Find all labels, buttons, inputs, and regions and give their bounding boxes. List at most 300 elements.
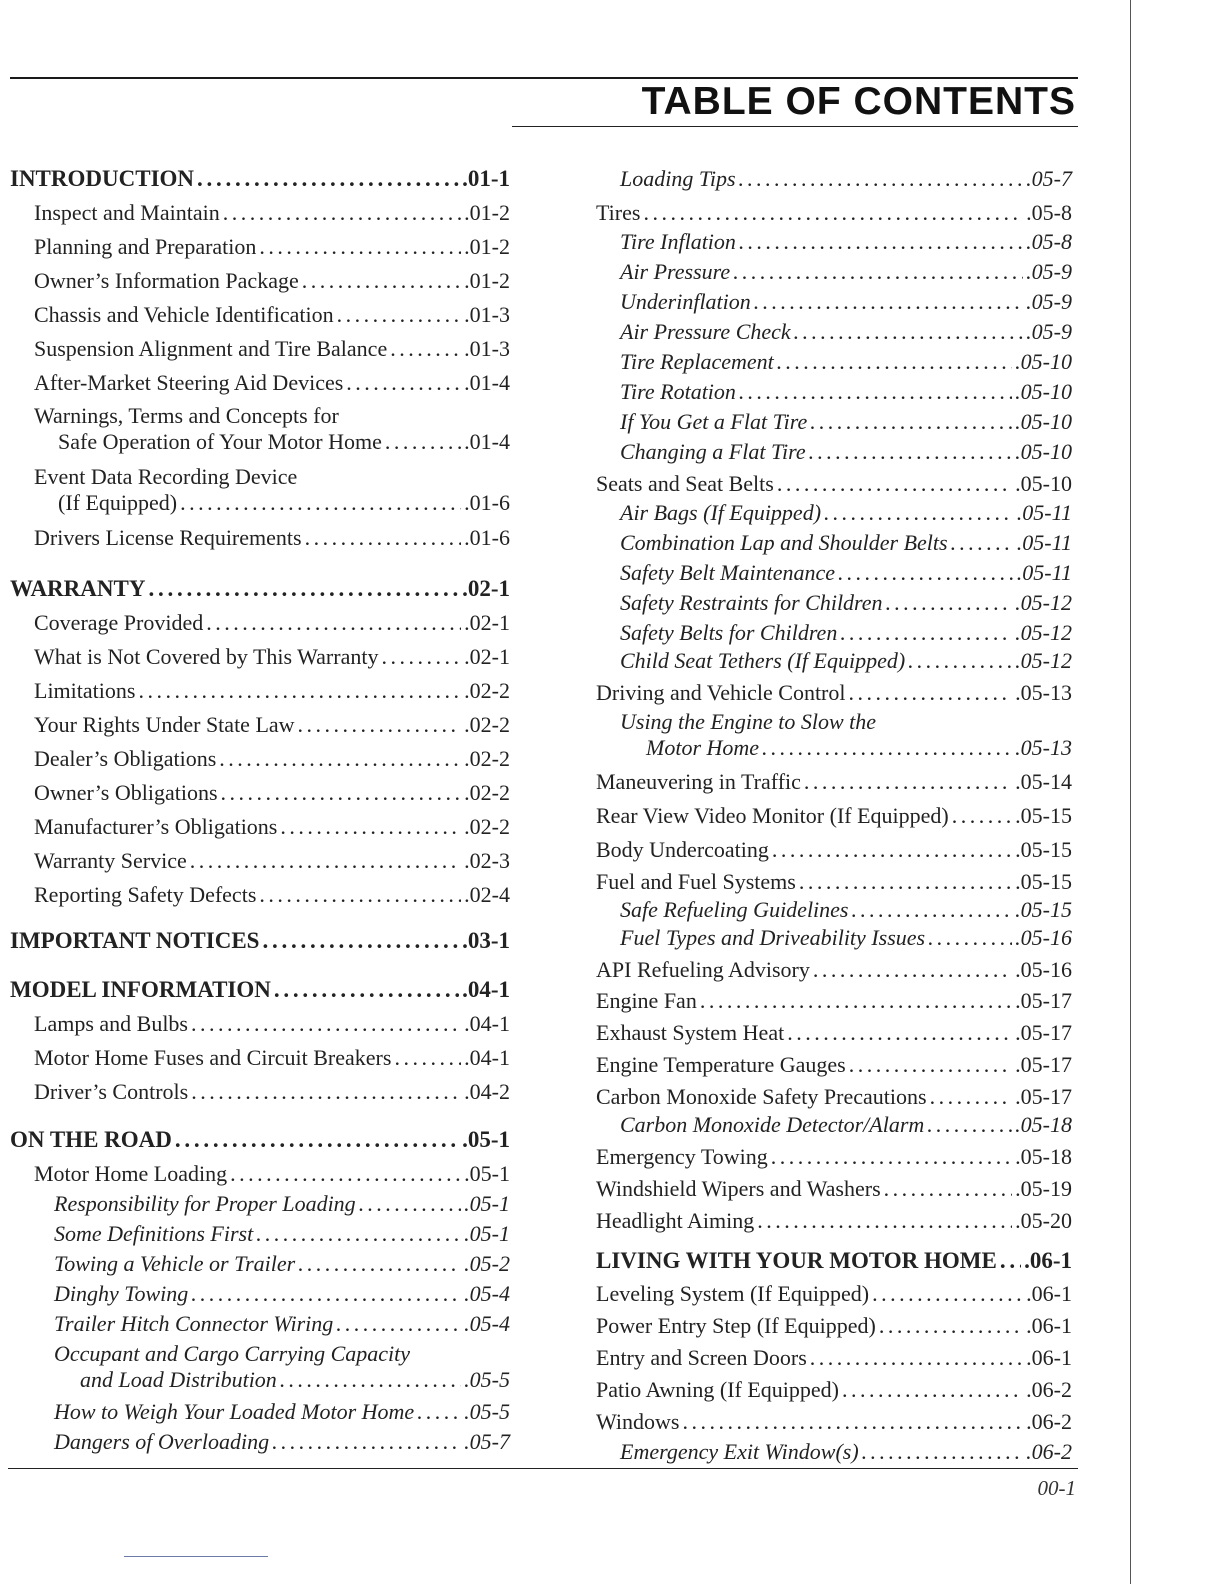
toc-entry — [596, 620, 1072, 646]
toc-entry-label: Owner’s Obligations — [34, 780, 218, 805]
dot-leader — [259, 234, 461, 260]
toc-entry-page: .06-1 — [1026, 1281, 1072, 1306]
toc-entry — [596, 1020, 1072, 1046]
toc-entry-page: .05-9 — [1026, 259, 1072, 284]
toc-entry-page: .05-18 — [1015, 1144, 1072, 1169]
dot-leader — [280, 1367, 461, 1393]
toc-entry-label: Tire Replacement — [620, 349, 774, 374]
toc-entry — [596, 530, 1072, 556]
dot-leader — [298, 1251, 461, 1277]
toc-entry-page: .04-1 — [464, 1011, 510, 1036]
toc-entry-label: Warnings, Terms and Concepts for — [34, 403, 339, 428]
toc-entry — [596, 439, 1072, 465]
toc-entry — [10, 814, 510, 840]
toc-entry-page: .02-2 — [464, 712, 510, 737]
dot-leader — [930, 1084, 1013, 1110]
toc-entry-label-continued: Safe Operation of Your Motor Home — [58, 429, 382, 454]
dot-leader — [138, 678, 461, 704]
toc-entry-page: .05-13 — [1015, 735, 1072, 760]
toc-entry-page: .01-4 — [464, 370, 510, 395]
toc-entry — [10, 1045, 510, 1071]
toc-entry-page: .01-3 — [464, 336, 510, 361]
dot-leader — [394, 1045, 461, 1071]
toc-entry-label: Owner’s Information Package — [34, 268, 299, 293]
bottom-rule — [8, 1468, 1078, 1469]
toc-entry-label: INTRODUCTION — [10, 166, 195, 191]
toc-entry — [596, 1176, 1072, 1202]
toc-entry — [10, 644, 510, 670]
toc-entry — [10, 1251, 510, 1277]
dot-leader — [952, 803, 1012, 829]
toc-entry-label: IMPORTANT NOTICES — [10, 928, 260, 953]
toc-entry-label: Trailer Hitch Connector Wiring — [54, 1311, 334, 1336]
toc-entry — [596, 166, 1072, 192]
toc-entry-page: .02-3 — [464, 848, 510, 873]
toc-entry-page: .05-8 — [1026, 200, 1072, 225]
toc-entry-page: .01-2 — [464, 200, 510, 225]
toc-entry-label: WARRANTY — [10, 576, 146, 601]
toc-entry-page: .05-17 — [1015, 988, 1072, 1013]
toc-entry-page: .01-2 — [464, 234, 510, 259]
toc-entry — [596, 1144, 1072, 1170]
toc-entry-page: .02-2 — [464, 678, 510, 703]
toc-entry-label: Rear View Video Monitor (If Equipped) — [596, 803, 949, 828]
dot-leader — [262, 928, 459, 954]
dot-leader — [928, 925, 1012, 951]
margin-line — [1130, 0, 1131, 1584]
dot-leader — [381, 644, 461, 670]
toc-entry — [10, 1341, 510, 1393]
toc-entry-label: Safety Belts for Children — [620, 620, 838, 645]
toc-entry — [596, 1409, 1072, 1435]
toc-entry-label: Entry and Screen Doors — [596, 1345, 807, 1370]
toc-entry-page: .05-14 — [1015, 769, 1072, 794]
dot-leader — [813, 957, 1012, 983]
toc-entry-page: .05-8 — [1026, 229, 1072, 254]
toc-entry-label: Engine Temperature Gauges — [596, 1052, 846, 1077]
dot-leader — [336, 1311, 461, 1337]
dot-leader — [849, 1052, 1012, 1078]
dot-leader — [256, 1221, 461, 1247]
toc-entry-page: .05-2 — [464, 1251, 510, 1276]
toc-entry-page: .05-13 — [1015, 680, 1072, 705]
dot-leader — [757, 1208, 1012, 1234]
toc-entry-page: .06-2 — [1026, 1409, 1072, 1434]
toc-entry-label: Loading Tips — [620, 166, 736, 191]
toc-entry-label: ON THE ROAD — [10, 1127, 172, 1152]
dot-leader — [305, 525, 462, 551]
toc-entry — [596, 897, 1072, 923]
toc-entry — [10, 678, 510, 704]
toc-entry — [10, 848, 510, 874]
toc-entry-page: .05-17 — [1015, 1052, 1072, 1077]
toc-entry — [10, 464, 510, 516]
toc-entry-label: Safety Belt Maintenance — [620, 560, 836, 585]
toc-entry-label: Patio Awning (If Equipped) — [596, 1377, 839, 1402]
dot-leader — [849, 680, 1013, 706]
toc-entry-page: .06-1 — [1026, 1345, 1072, 1370]
toc-entry-label: Carbon Monoxide Detector/Alarm — [620, 1112, 925, 1137]
toc-entry-page: .01-3 — [464, 302, 510, 327]
dot-leader — [643, 200, 1023, 226]
toc-entry — [596, 289, 1072, 315]
toc-entry — [596, 988, 1072, 1014]
toc-entry — [10, 576, 510, 602]
toc-entry — [10, 746, 510, 772]
dot-leader — [754, 289, 1023, 315]
toc-entry — [596, 709, 1072, 761]
page-title: TABLE OF CONTENTS — [641, 80, 1076, 123]
toc-entry — [596, 590, 1072, 616]
toc-entry-page: .05-10 — [1015, 409, 1072, 434]
toc-entry-label: Motor Home Loading — [34, 1161, 228, 1186]
toc-entry — [596, 803, 1072, 829]
toc-entry-page: .02-2 — [464, 780, 510, 805]
toc-entry-label: API Refueling Advisory — [596, 957, 810, 982]
toc-entry-label: Reporting Safety Defects — [34, 882, 257, 907]
toc-entry — [10, 234, 510, 260]
toc-entry — [10, 403, 510, 455]
toc-entry-label: Some Definitions First — [54, 1221, 254, 1246]
toc-entry-page: .06-2 — [1026, 1377, 1072, 1402]
toc-entry-page: .02-4 — [464, 882, 510, 907]
toc-entry — [596, 869, 1072, 895]
dot-leader — [302, 268, 461, 294]
dot-leader — [842, 1377, 1023, 1403]
dot-leader — [799, 869, 1012, 895]
dot-leader — [809, 439, 1013, 465]
toc-entry-label: Air Pressure — [620, 259, 731, 284]
dot-leader — [359, 1191, 461, 1217]
dot-leader — [838, 560, 1014, 586]
toc-entry-label: Fuel Types and Driveability Issues — [620, 925, 926, 950]
dot-leader — [927, 1112, 1012, 1138]
toc-entry — [596, 1248, 1072, 1274]
toc-entry — [596, 1112, 1072, 1138]
dot-leader — [206, 610, 461, 636]
toc-entry-page: .05-15 — [1015, 869, 1072, 894]
dot-leader — [810, 1345, 1023, 1371]
toc-entry-page: .05-5 — [464, 1399, 510, 1424]
toc-entry-label: Tires — [596, 200, 641, 225]
toc-entry-page: .01-2 — [464, 268, 510, 293]
toc-entry — [596, 319, 1072, 345]
toc-entry-label: Body Undercoating — [596, 837, 769, 862]
toc-entry-page: .05-12 — [1015, 590, 1072, 615]
toc-entry-label: Responsibility for Proper Loading — [54, 1191, 356, 1216]
dot-leader — [840, 620, 1012, 646]
toc-entry-label: After-Market Steering Aid Devices — [34, 370, 344, 395]
toc-entry — [596, 560, 1072, 586]
toc-entry-page: .05-1 — [464, 1161, 510, 1186]
toc-entry — [10, 1191, 510, 1217]
toc-entry-page: .05-9 — [1026, 319, 1072, 344]
toc-entry-page: .01-1 — [462, 166, 510, 191]
toc-entry-page: .05-5 — [464, 1367, 510, 1392]
dot-leader — [824, 500, 1014, 526]
toc-entry-page: .06-1 — [1026, 1313, 1072, 1338]
toc-entry — [10, 200, 510, 226]
toc-entry-label: Occupant and Cargo Carrying Capacity — [54, 1341, 411, 1366]
dot-leader — [274, 977, 459, 1003]
toc-entry-page: .04-1 — [464, 1045, 510, 1070]
toc-entry — [10, 1399, 510, 1425]
toc-entry — [596, 500, 1072, 526]
toc-entry — [596, 1208, 1072, 1234]
toc-entry-label: Carbon Monoxide Safety Precautions — [596, 1084, 927, 1109]
dot-leader — [272, 1429, 461, 1455]
toc-entry-label: Your Rights Under State Law — [34, 712, 295, 737]
toc-entry-page: .01-4 — [464, 429, 510, 454]
dot-leader — [298, 712, 462, 738]
toc-entry — [10, 370, 510, 396]
toc-entry — [10, 336, 510, 362]
toc-entry-page: .05-15 — [1015, 897, 1072, 922]
toc-entry-page: .05-15 — [1015, 837, 1072, 862]
toc-entry — [10, 1281, 510, 1307]
dot-leader — [682, 1409, 1023, 1435]
toc-entry-page: .04-2 — [464, 1079, 510, 1104]
toc-entry-label: Using the Engine to Slow the — [620, 709, 877, 734]
toc-entry — [10, 1127, 510, 1153]
toc-entry-page: .02-1 — [464, 610, 510, 635]
dot-leader — [739, 166, 1024, 192]
dot-leader — [810, 409, 1012, 435]
toc-entry-page: .05-11 — [1016, 530, 1072, 555]
toc-entry-label: Manufacturer’s Obligations — [34, 814, 278, 839]
dot-leader — [794, 319, 1024, 345]
dot-leader — [771, 1144, 1012, 1170]
toc-entry — [10, 1079, 510, 1105]
toc-entry-page: .05-9 — [1026, 289, 1072, 314]
toc-entry-page: .05-4 — [464, 1281, 510, 1306]
dot-leader — [1000, 1248, 1021, 1274]
toc-entry-page: .05-12 — [1015, 648, 1072, 673]
toc-entry-label: Windshield Wipers and Washers — [596, 1176, 881, 1201]
toc-entry-page: .06-2 — [1026, 1439, 1072, 1464]
toc-entry-label: Dangers of Overloading — [54, 1429, 270, 1454]
toc-entry-page: .01-6 — [464, 525, 510, 550]
dot-leader — [221, 780, 462, 806]
dot-leader — [787, 1020, 1012, 1046]
toc-entry-page: .01-6 — [464, 490, 510, 515]
toc-entry-page: .05-11 — [1016, 560, 1072, 585]
toc-entry-page: .05-1 — [464, 1221, 510, 1246]
toc-entry-page: .05-1 — [464, 1191, 510, 1216]
toc-entry-label: Tire Rotation — [620, 379, 736, 404]
dot-leader — [230, 1161, 461, 1187]
toc-entry-label: Underinflation — [620, 289, 751, 314]
dot-leader — [852, 897, 1013, 923]
toc-entry — [10, 780, 510, 806]
toc-entry-page: .02-2 — [464, 814, 510, 839]
toc-entry-label: LIVING WITH YOUR MOTOR HOME — [596, 1248, 997, 1273]
toc-entry-page: .02-2 — [464, 746, 510, 771]
toc-entry-label: Coverage Provided — [34, 610, 204, 635]
toc-entry-page: .05-16 — [1015, 925, 1072, 950]
toc-entry-page: .05-10 — [1015, 379, 1072, 404]
toc-entry-page: .02-1 — [464, 644, 510, 669]
toc-entry-page: .05-4 — [464, 1311, 510, 1336]
toc-entry-label: Drivers License Requirements — [34, 525, 302, 550]
toc-entry — [596, 1313, 1072, 1339]
dot-leader — [872, 1281, 1023, 1307]
toc-entry-page: .05-19 — [1015, 1176, 1072, 1201]
toc-entry-label: Motor Home Fuses and Circuit Breakers — [34, 1045, 392, 1070]
toc-entry — [10, 1221, 510, 1247]
toc-entry-label-continued: (If Equipped) — [58, 490, 178, 515]
dot-leader — [280, 814, 461, 840]
toc-entry-page: .05-7 — [1026, 166, 1072, 191]
dot-leader — [762, 735, 1012, 761]
toc-entry-label: Emergency Towing — [596, 1144, 768, 1169]
dot-leader — [190, 848, 461, 874]
toc-entry-page: .04-1 — [462, 977, 510, 1002]
toc-entry-page: .05-17 — [1015, 1020, 1072, 1045]
dot-leader — [804, 769, 1012, 795]
toc-entry-page: .06-1 — [1024, 1248, 1072, 1273]
toc-entry-page: .05-12 — [1015, 620, 1072, 645]
toc-entry-page: .03-1 — [462, 928, 510, 953]
dot-leader — [908, 648, 1012, 674]
toc-entry-label-continued: and Load Distribution — [80, 1367, 277, 1392]
toc-entry — [596, 957, 1072, 983]
toc-entry-page: .05-7 — [464, 1429, 510, 1454]
toc-entry — [10, 882, 510, 908]
toc-entry-page: .05-10 — [1015, 471, 1072, 496]
dot-leader — [884, 1176, 1013, 1202]
toc-entry — [596, 925, 1072, 951]
toc-entry-label: Towing a Vehicle or Trailer — [54, 1251, 296, 1276]
toc-entry-page: .05-20 — [1015, 1208, 1072, 1233]
toc-entry-label: Driving and Vehicle Control — [596, 680, 846, 705]
toc-entry-label: Power Entry Step (If Equipped) — [596, 1313, 876, 1338]
toc-entry — [10, 712, 510, 738]
toc-entry-label: Driver’s Controls — [34, 1079, 189, 1104]
toc-entry-label: What is Not Covered by This Warranty — [34, 644, 379, 669]
dot-leader — [862, 1439, 1024, 1465]
toc-entry-label: Headlight Aiming — [596, 1208, 755, 1233]
dot-leader — [390, 336, 461, 362]
toc-entry-label: Inspect and Maintain — [34, 200, 220, 225]
toc-entry-label: How to Weigh Your Loaded Motor Home — [54, 1399, 415, 1424]
toc-entry-label: Windows — [596, 1409, 680, 1434]
dot-leader — [879, 1313, 1023, 1339]
toc-entry-label: Maneuvering in Traffic — [596, 769, 801, 794]
dot-leader — [148, 576, 459, 602]
toc-entry-label: Dinghy Towing — [54, 1281, 189, 1306]
toc-entry — [596, 1377, 1072, 1403]
toc-entry — [10, 1311, 510, 1337]
toc-entry — [596, 379, 1072, 405]
toc-entry-page: .05-11 — [1016, 500, 1072, 525]
toc-entry-page: .02-1 — [462, 576, 510, 601]
title-underline — [512, 126, 1078, 127]
dot-leader — [191, 1079, 461, 1105]
toc-entry-label: Suspension Alignment and Tire Balance — [34, 336, 388, 361]
dot-leader — [337, 302, 462, 328]
toc-entry — [596, 349, 1072, 375]
toc-entry — [596, 1439, 1072, 1465]
toc-entry-label: Air Pressure Check — [620, 319, 791, 344]
dot-leader — [739, 229, 1023, 255]
toc-entry — [596, 1052, 1072, 1078]
toc-entry — [596, 837, 1072, 863]
toc-entry — [596, 648, 1072, 674]
toc-entry-label: Air Bags (If Equipped) — [620, 500, 822, 525]
toc-entry-label: Dealer’s Obligations — [34, 746, 217, 771]
toc-entry — [596, 769, 1072, 795]
dot-leader — [951, 530, 1014, 556]
dot-leader — [175, 1127, 459, 1153]
toc-entry-label: Chassis and Vehicle Identification — [34, 302, 334, 327]
toc-entry-label: Planning and Preparation — [34, 234, 257, 259]
dot-leader — [739, 379, 1012, 405]
toc-entry — [10, 166, 510, 192]
toc-entry-label: Warranty Service — [34, 848, 187, 873]
toc-entry — [596, 1084, 1072, 1110]
footer-stub-line — [124, 1556, 268, 1557]
toc-entry-label: If You Get a Flat Tire — [620, 409, 808, 434]
dot-leader — [180, 490, 461, 516]
toc-entry — [596, 471, 1072, 497]
toc-entry-label: Lamps and Bulbs — [34, 1011, 188, 1036]
toc-entry-label: Combination Lap and Shoulder Belts — [620, 530, 948, 555]
dot-leader — [886, 590, 1013, 616]
toc-entry-label: Safe Refueling Guidelines — [620, 897, 849, 922]
toc-entry — [10, 302, 510, 328]
dot-leader — [197, 166, 459, 192]
toc-entry — [596, 1345, 1072, 1371]
dot-leader — [191, 1011, 461, 1037]
toc-entry — [10, 610, 510, 636]
toc-entry — [596, 409, 1072, 435]
page-number: 00-1 — [1037, 1476, 1076, 1500]
dot-leader — [191, 1281, 461, 1307]
toc-entry-label: Leveling System (If Equipped) — [596, 1281, 870, 1306]
toc-entry — [596, 259, 1072, 285]
dot-leader — [417, 1399, 461, 1425]
toc-entry-label: Fuel and Fuel Systems — [596, 869, 796, 894]
toc-entry — [10, 525, 510, 551]
toc-entry-page: .05-15 — [1015, 803, 1072, 828]
toc-entry-label: Seats and Seat Belts — [596, 471, 774, 496]
toc-entry-label: Limitations — [34, 678, 136, 703]
toc-entry-page: .05-10 — [1015, 349, 1072, 374]
toc-entry-label: Event Data Recording Device — [34, 464, 298, 489]
dot-leader — [700, 988, 1012, 1014]
toc-entry — [10, 1161, 510, 1187]
toc-entry-page: .05-1 — [462, 1127, 510, 1152]
toc-entry-label: MODEL INFORMATION — [10, 977, 271, 1002]
dot-leader — [219, 746, 461, 772]
toc-entry — [596, 200, 1072, 226]
toc-entry-label: Changing a Flat Tire — [620, 439, 806, 464]
toc-entry-label: Emergency Exit Window(s) — [620, 1439, 859, 1464]
dot-leader — [733, 259, 1023, 285]
dot-leader — [223, 200, 461, 226]
toc-entry — [10, 1011, 510, 1037]
toc-entry — [596, 229, 1072, 255]
dot-leader — [346, 370, 461, 396]
dot-leader — [772, 837, 1012, 863]
toc-entry-page: .05-17 — [1015, 1084, 1072, 1109]
dot-leader — [777, 349, 1012, 375]
dot-leader — [259, 882, 461, 908]
toc-entry — [596, 1281, 1072, 1307]
toc-entry-label: Safety Restraints for Children — [620, 590, 883, 615]
dot-leader — [385, 429, 461, 455]
